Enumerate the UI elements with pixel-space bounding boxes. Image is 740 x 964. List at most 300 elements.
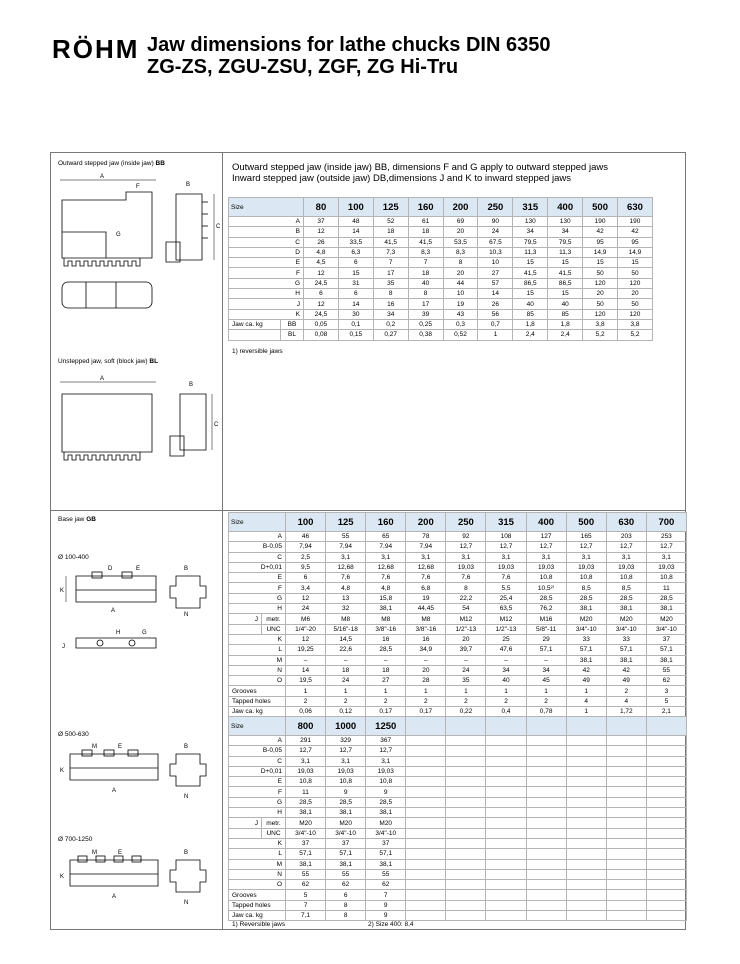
value-cell: 38,1 (646, 604, 686, 614)
table3-footnote-2: 2) Size 400: 8,4 (368, 921, 414, 928)
svg-text:E: E (118, 850, 123, 856)
empty-cell (406, 736, 446, 746)
table-row (229, 777, 687, 787)
value-cell: 8 (446, 583, 486, 593)
empty-cell (406, 838, 446, 848)
row-label: N (229, 869, 286, 879)
value-cell: 16 (406, 634, 446, 644)
svg-text:C: C (216, 224, 220, 230)
row-label: G (229, 593, 286, 603)
value-cell: – (366, 655, 406, 665)
empty-cell (446, 787, 486, 797)
value-cell: 65 (366, 532, 406, 542)
row-label: B-0,05 (229, 542, 286, 552)
value-cell: 2 (526, 696, 566, 706)
empty-cell (606, 717, 646, 736)
diameter-range-2: Ø 500-630 (58, 731, 89, 738)
value-cell: 28 (406, 676, 446, 686)
value-cell: 49 (566, 676, 606, 686)
empty-cell (646, 808, 686, 818)
empty-cell (646, 818, 686, 828)
value-cell: 54 (446, 604, 486, 614)
value-cell: M20 (646, 614, 686, 624)
value-cell: 57,1 (566, 645, 606, 655)
row-sublabel: metr. (262, 818, 286, 828)
value-cell: 4 (566, 696, 606, 706)
value-cell: 14,9 (618, 247, 653, 257)
empty-cell (526, 808, 566, 818)
value-cell: 108 (486, 532, 526, 542)
empty-cell (486, 849, 526, 859)
value-cell: 12,7 (606, 542, 646, 552)
value-cell: 28,5 (366, 645, 406, 655)
value-cell: 0,17 (406, 707, 446, 717)
size-header-row (229, 513, 687, 532)
empty-cell (406, 859, 446, 869)
value-cell: 7,94 (406, 542, 446, 552)
value-cell: 18 (408, 227, 443, 237)
row-label: F (229, 268, 304, 278)
value-cell: 45 (526, 676, 566, 686)
row-label: J (229, 299, 304, 309)
svg-text:N: N (184, 794, 189, 800)
value-cell: 3,4 (286, 583, 326, 593)
value-cell: 10 (443, 289, 478, 299)
svg-text:K: K (60, 768, 65, 774)
value-cell: 120 (583, 278, 618, 288)
value-cell: 7,6 (486, 573, 526, 583)
value-cell: 18 (373, 227, 408, 237)
empty-cell (606, 746, 646, 756)
empty-cell (526, 880, 566, 890)
empty-cell (446, 777, 486, 787)
value-cell: 7 (366, 890, 406, 900)
empty-cell (606, 880, 646, 890)
empty-cell (606, 900, 646, 910)
value-cell: 2 (326, 696, 366, 706)
empty-cell (646, 869, 686, 879)
size-700: 700 (646, 513, 686, 532)
empty-cell (646, 911, 686, 921)
value-cell: 9 (326, 787, 366, 797)
value-cell: 10,8 (326, 777, 366, 787)
value-cell: 1 (566, 686, 606, 696)
value-cell: 3/4"-10 (326, 828, 366, 838)
value-cell: 1 (406, 686, 446, 696)
value-cell: 12,7 (286, 746, 326, 756)
value-cell: 14 (478, 289, 513, 299)
table-row (229, 319, 653, 329)
size-400: 400 (548, 198, 583, 217)
empty-cell (526, 797, 566, 807)
value-cell: 46 (286, 532, 326, 542)
value-cell: 0,17 (366, 707, 406, 717)
value-cell: 35 (373, 278, 408, 288)
value-cell: 0,7 (478, 319, 513, 329)
empty-cell (486, 756, 526, 766)
value-cell: – (486, 655, 526, 665)
value-cell: 7,6 (366, 573, 406, 583)
value-cell: 14 (338, 299, 373, 309)
empty-cell (566, 717, 606, 736)
empty-cell (566, 828, 606, 838)
empty-cell (486, 808, 526, 818)
table-row (229, 828, 687, 838)
value-cell: 2 (446, 696, 486, 706)
empty-cell (486, 797, 526, 807)
table-row (229, 686, 687, 696)
table-row (229, 593, 687, 603)
value-cell: 57,1 (286, 849, 326, 859)
empty-cell (446, 717, 486, 736)
value-cell: 15 (513, 258, 548, 268)
empty-cell (486, 717, 526, 736)
size-label: Size (229, 198, 304, 217)
value-cell: 7,6 (446, 573, 486, 583)
value-cell: 0,05 (304, 319, 339, 329)
value-cell: 12,7 (566, 542, 606, 552)
value-cell: 1,72 (606, 707, 646, 717)
value-cell: 7 (408, 258, 443, 268)
row-label: C (229, 237, 304, 247)
empty-cell (526, 838, 566, 848)
empty-cell (526, 859, 566, 869)
value-cell: 38,1 (286, 808, 326, 818)
row-label: G (229, 797, 286, 807)
row-label: K (229, 838, 286, 848)
value-cell: 1,8 (513, 319, 548, 329)
value-cell: 40 (548, 299, 583, 309)
value-cell: 14 (286, 665, 326, 675)
empty-cell (486, 890, 526, 900)
value-cell: 62 (326, 880, 366, 890)
value-cell: 6 (286, 573, 326, 583)
size-header-row (229, 198, 653, 217)
empty-cell (406, 849, 446, 859)
svg-text:H: H (116, 630, 121, 636)
empty-cell (526, 849, 566, 859)
value-cell: 30 (338, 309, 373, 319)
svg-text:B: B (184, 850, 189, 856)
value-cell: 42 (618, 227, 653, 237)
empty-cell (406, 756, 446, 766)
value-cell: – (286, 655, 326, 665)
svg-text:A: A (111, 608, 116, 614)
size-125: 125 (326, 513, 366, 532)
svg-text:C: C (214, 422, 219, 428)
value-cell: 34 (373, 309, 408, 319)
value-cell: 49 (606, 676, 646, 686)
value-cell: 3,1 (526, 552, 566, 562)
row-label: O (229, 676, 286, 686)
size-250: 250 (446, 513, 486, 532)
value-cell: 40 (486, 676, 526, 686)
value-cell: 3/4"-10 (286, 828, 326, 838)
value-cell: 44 (443, 278, 478, 288)
svg-text:A: A (100, 174, 105, 180)
value-cell: 3/4"-10 (366, 828, 406, 838)
value-cell: 12,68 (406, 562, 446, 572)
empty-cell (406, 746, 446, 756)
value-cell: 25 (486, 634, 526, 644)
value-cell: 12 (304, 268, 339, 278)
value-cell: 79,5 (548, 237, 583, 247)
table-row (229, 330, 653, 340)
value-cell: 3,1 (366, 756, 406, 766)
value-cell: 55 (326, 869, 366, 879)
empty-cell (566, 766, 606, 776)
size-630: 630 (606, 513, 646, 532)
value-cell: 190 (583, 217, 618, 227)
value-cell: 19 (443, 299, 478, 309)
gb-jaw-drawing-medium (56, 742, 220, 804)
value-cell: 10,8 (646, 573, 686, 583)
value-cell: 1 (366, 686, 406, 696)
empty-cell (646, 756, 686, 766)
value-cell: 15 (618, 258, 653, 268)
table-row (229, 869, 687, 879)
empty-cell (486, 777, 526, 787)
svg-text:B: B (186, 182, 191, 188)
value-cell: 26 (304, 237, 339, 247)
value-cell: M12 (446, 614, 486, 624)
empty-cell (606, 818, 646, 828)
table-row (229, 258, 653, 268)
value-cell: 8,3 (408, 247, 443, 257)
value-cell: 57,1 (646, 645, 686, 655)
row-label: Tapped holes (229, 696, 286, 706)
table-row (229, 542, 687, 552)
empty-cell (446, 828, 486, 838)
value-cell: 12,7 (646, 542, 686, 552)
row-label: E (229, 258, 304, 268)
row-label: G (229, 278, 304, 288)
value-cell: 14 (338, 227, 373, 237)
table-row (229, 859, 687, 869)
value-cell: 19,03 (486, 562, 526, 572)
size-630: 630 (618, 198, 653, 217)
empty-cell (606, 777, 646, 787)
value-cell: 8 (326, 900, 366, 910)
value-cell: 1/2"-13 (446, 624, 486, 634)
empty-cell (566, 859, 606, 869)
table-row (229, 552, 687, 562)
value-cell: 38,1 (566, 604, 606, 614)
empty-cell (406, 911, 446, 921)
empty-cell (646, 890, 686, 900)
row-label: A (229, 532, 286, 542)
value-cell: 8 (408, 289, 443, 299)
value-cell: 253 (646, 532, 686, 542)
value-cell: 57,1 (326, 849, 366, 859)
empty-cell (486, 736, 526, 746)
empty-cell (646, 717, 686, 736)
empty-cell (526, 890, 566, 900)
table-row (229, 655, 687, 665)
bb-jaw-label: Outward stepped jaw (inside jaw) BB (58, 160, 165, 167)
value-cell: 33 (606, 634, 646, 644)
svg-text:E: E (118, 744, 123, 750)
value-cell: 7,1 (286, 911, 326, 921)
table-row (229, 818, 687, 828)
value-cell: 37 (286, 838, 326, 848)
weight-code: BB (281, 319, 304, 329)
row-label: D+0,01 (229, 766, 286, 776)
value-cell: 8,5 (566, 583, 606, 593)
empty-cell (406, 818, 446, 828)
value-cell: 3,1 (326, 756, 366, 766)
value-cell: 85 (513, 309, 548, 319)
value-cell: M20 (606, 614, 646, 624)
empty-cell (229, 624, 262, 634)
empty-cell (606, 849, 646, 859)
value-cell: 6 (326, 890, 366, 900)
value-cell: 12,68 (326, 562, 366, 572)
table-row (229, 838, 687, 848)
value-cell: 9 (366, 900, 406, 910)
table-row (229, 756, 687, 766)
value-cell: 329 (326, 736, 366, 746)
value-cell: 9 (366, 911, 406, 921)
value-cell: 1 (326, 686, 366, 696)
empty-cell (566, 880, 606, 890)
value-cell: 20 (618, 289, 653, 299)
empty-cell (486, 900, 526, 910)
table-row (229, 268, 653, 278)
empty-cell (406, 797, 446, 807)
value-cell: 12 (304, 299, 339, 309)
row-label: B-0,05 (229, 746, 286, 756)
value-cell: 12,7 (486, 542, 526, 552)
empty-cell (486, 787, 526, 797)
value-cell: 50 (583, 299, 618, 309)
empty-cell (606, 766, 646, 776)
empty-cell (406, 808, 446, 818)
table-row (229, 797, 687, 807)
value-cell: 1 (566, 707, 606, 717)
value-cell: 1/4"-20 (286, 624, 326, 634)
row-label: M (229, 655, 286, 665)
value-cell: 4,8 (366, 583, 406, 593)
empty-cell (646, 766, 686, 776)
value-cell: M12 (486, 614, 526, 624)
empty-cell (646, 859, 686, 869)
value-cell: 8,5 (606, 583, 646, 593)
column-divider (222, 152, 223, 930)
value-cell: 34 (486, 665, 526, 675)
value-cell: 26 (478, 299, 513, 309)
intro-line-2: Inward stepped jaw (outside jaw) DB,dimensions J and K to inward stepped jaws (232, 173, 572, 184)
empty-cell (526, 777, 566, 787)
value-cell: 28,5 (526, 593, 566, 603)
value-cell: 7,3 (373, 247, 408, 257)
value-cell: 5 (286, 890, 326, 900)
value-cell: 37 (646, 634, 686, 644)
value-cell: 33,5 (338, 237, 373, 247)
value-cell: 28,5 (606, 593, 646, 603)
j-label: J (229, 818, 262, 828)
row-label: N (229, 665, 286, 675)
value-cell: 24 (286, 604, 326, 614)
value-cell: 130 (548, 217, 583, 227)
svg-text:A: A (100, 376, 105, 382)
value-cell: 38,1 (606, 655, 646, 665)
value-cell: 38,1 (366, 808, 406, 818)
value-cell: 38,1 (566, 655, 606, 665)
empty-cell (486, 828, 526, 838)
value-cell: 165 (566, 532, 606, 542)
empty-cell (646, 736, 686, 746)
value-cell: – (446, 655, 486, 665)
value-cell: M8 (326, 614, 366, 624)
empty-cell (566, 777, 606, 787)
value-cell: 20 (446, 634, 486, 644)
row-label: H (229, 604, 286, 614)
bl-jaw-label: Unstepped jaw, soft (block jaw) BL (58, 358, 159, 365)
value-cell: 1 (446, 686, 486, 696)
empty-cell (566, 736, 606, 746)
empty-cell (566, 797, 606, 807)
value-cell: 0,1 (338, 319, 373, 329)
value-cell: 34 (526, 665, 566, 675)
empty-cell (446, 869, 486, 879)
row-label: K (229, 309, 304, 319)
row-label: M (229, 859, 286, 869)
table-row (229, 237, 653, 247)
value-cell: 3,1 (286, 756, 326, 766)
value-cell: 42 (583, 227, 618, 237)
value-cell: 69 (443, 217, 478, 227)
empty-cell (406, 766, 446, 776)
value-cell: 57,1 (606, 645, 646, 655)
row-label: E (229, 777, 286, 787)
value-cell: 47,6 (486, 645, 526, 655)
value-cell: 25,4 (486, 593, 526, 603)
value-cell: 120 (618, 309, 653, 319)
value-cell: 12 (304, 227, 339, 237)
empty-cell (646, 849, 686, 859)
value-cell: 22,6 (326, 645, 366, 655)
size-100: 100 (338, 198, 373, 217)
value-cell: 3,1 (366, 552, 406, 562)
value-cell: 1/2"-13 (486, 624, 526, 634)
empty-cell (606, 911, 646, 921)
empty-cell (446, 736, 486, 746)
empty-cell (446, 890, 486, 900)
value-cell: 10,5²⁾ (526, 583, 566, 593)
value-cell: 19,03 (606, 562, 646, 572)
value-cell: 55 (366, 869, 406, 879)
empty-cell (406, 890, 446, 900)
table-row (229, 900, 687, 910)
value-cell: M8 (406, 614, 446, 624)
value-cell: 18 (326, 665, 366, 675)
empty-cell (526, 736, 566, 746)
value-cell: 11 (646, 583, 686, 593)
value-cell: 2 (406, 696, 446, 706)
table3-footnote-1: 1) Reversible jaws (232, 921, 286, 928)
table-row (229, 766, 687, 776)
svg-text:B: B (184, 744, 189, 750)
empty-cell (606, 787, 646, 797)
value-cell: 19,03 (366, 766, 406, 776)
empty-cell (486, 880, 526, 890)
diameter-range-1: Ø 100-400 (58, 554, 89, 561)
value-cell: 19,03 (566, 562, 606, 572)
size-200: 200 (406, 513, 446, 532)
value-cell: 62 (646, 676, 686, 686)
empty-cell (446, 766, 486, 776)
